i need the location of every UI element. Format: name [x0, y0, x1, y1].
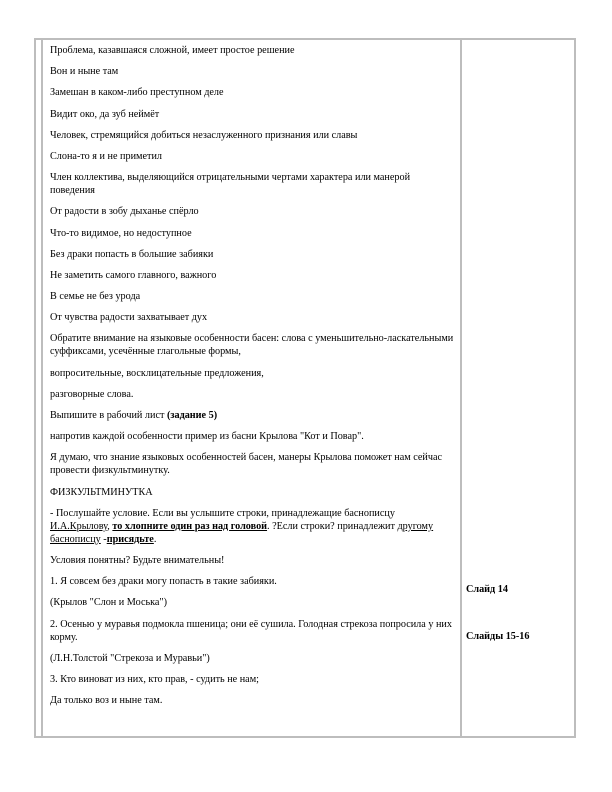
table-border — [574, 38, 576, 738]
list-item: Что-то видимое, но недоступное — [50, 227, 192, 239]
quote-source: (Крылов "Слон и Моська") — [50, 597, 167, 609]
task-line — [50, 409, 455, 422]
section-heading: ФИЗКУЛЬТМИНУТКА — [50, 486, 153, 498]
list-item: Проблема, казавшаяся сложной, имеет простое решение — [50, 45, 295, 56]
squat-instruction: присядьте — [106, 533, 154, 545]
slide-label: Слайды 15-16 — [466, 631, 530, 642]
task-prefix: Выпишите в рабочий лист — [50, 410, 167, 421]
table-border — [41, 38, 43, 738]
list-item: Слона-то я и не приметил — [50, 150, 163, 162]
task-number: (задание 5) — [166, 410, 218, 421]
lesson-content-column — [50, 44, 455, 715]
table-border — [34, 38, 36, 738]
paragraph: Условия понятны? Будьте внимательны! — [50, 554, 225, 566]
paragraph: напротив каждой особенности пример из басни Крылова "Кот и Повар". — [50, 431, 364, 443]
quote-line: Да только воз и ныне там. — [50, 695, 163, 707]
instruction-text: - — [100, 533, 107, 545]
paragraph: вопросительные, восклицательные предложения, — [50, 367, 264, 379]
quote-source: (Л.Н.Толстой "Стрекоза и Муравьи") — [50, 652, 210, 664]
quote-line: 1. Я совсем без драки могу попасть в такие забияки. — [50, 576, 277, 588]
instruction-paragraph — [50, 507, 455, 546]
paragraph: Я думаю, что знание языковых особенностей басен, манеры Крылова поможет нам сейчас провести физкультминутку. — [50, 452, 443, 477]
instruction-text: , — [107, 520, 113, 532]
list-item: От чувства радости захватывает дух — [50, 312, 208, 324]
instruction-text: . — [153, 533, 157, 545]
paragraph: разговорные слова. — [50, 388, 134, 400]
author-name: И.А.Крылову — [50, 520, 108, 532]
paragraph: Обратите внимание на языковые особенности басен: слова с уменьшительно-ласкательными суффиксами, усечённые глагольные формы, — [50, 333, 454, 358]
slide-label: Слайд 14 — [466, 584, 508, 595]
list-item: В семье не без урода — [50, 291, 141, 303]
clap-instruction: то хлопните один раз над головой — [112, 520, 268, 532]
table-border — [460, 38, 462, 738]
quote-line: 3. Кто виноват из них, кто прав, - судить не нам; — [50, 673, 259, 685]
list-item: Вон и ныне там — [50, 66, 119, 78]
list-item: Замешан в каком-либо преступном деле — [50, 87, 224, 99]
list-item: Не заметить самого главного, важного — [50, 269, 217, 281]
list-item: От радости в зобу дыханье спёрло — [50, 206, 199, 218]
other-author: другому баснописцу — [50, 520, 434, 545]
list-item: Человек, стремящийся добиться незаслуженного признания или славы — [50, 129, 358, 141]
instruction-text: . ?Если строки? принадлежит — [267, 520, 398, 532]
list-item: Видит око, да зуб неймёт — [50, 108, 160, 120]
list-item: Без драки попасть в большие забияки — [50, 248, 214, 260]
instruction-text: - Послушайте условие. Если вы услышите строки, принадлежащие баснописцу — [50, 507, 395, 519]
list-item: Член коллектива, выделяющийся отрицательными чертами характера или манерой поведения — [50, 172, 411, 197]
quote-line: 2. Осенью у муравья подмокла пшеница; они её сушила. Голодная стрекоза попросила у них корму. — [50, 618, 452, 643]
